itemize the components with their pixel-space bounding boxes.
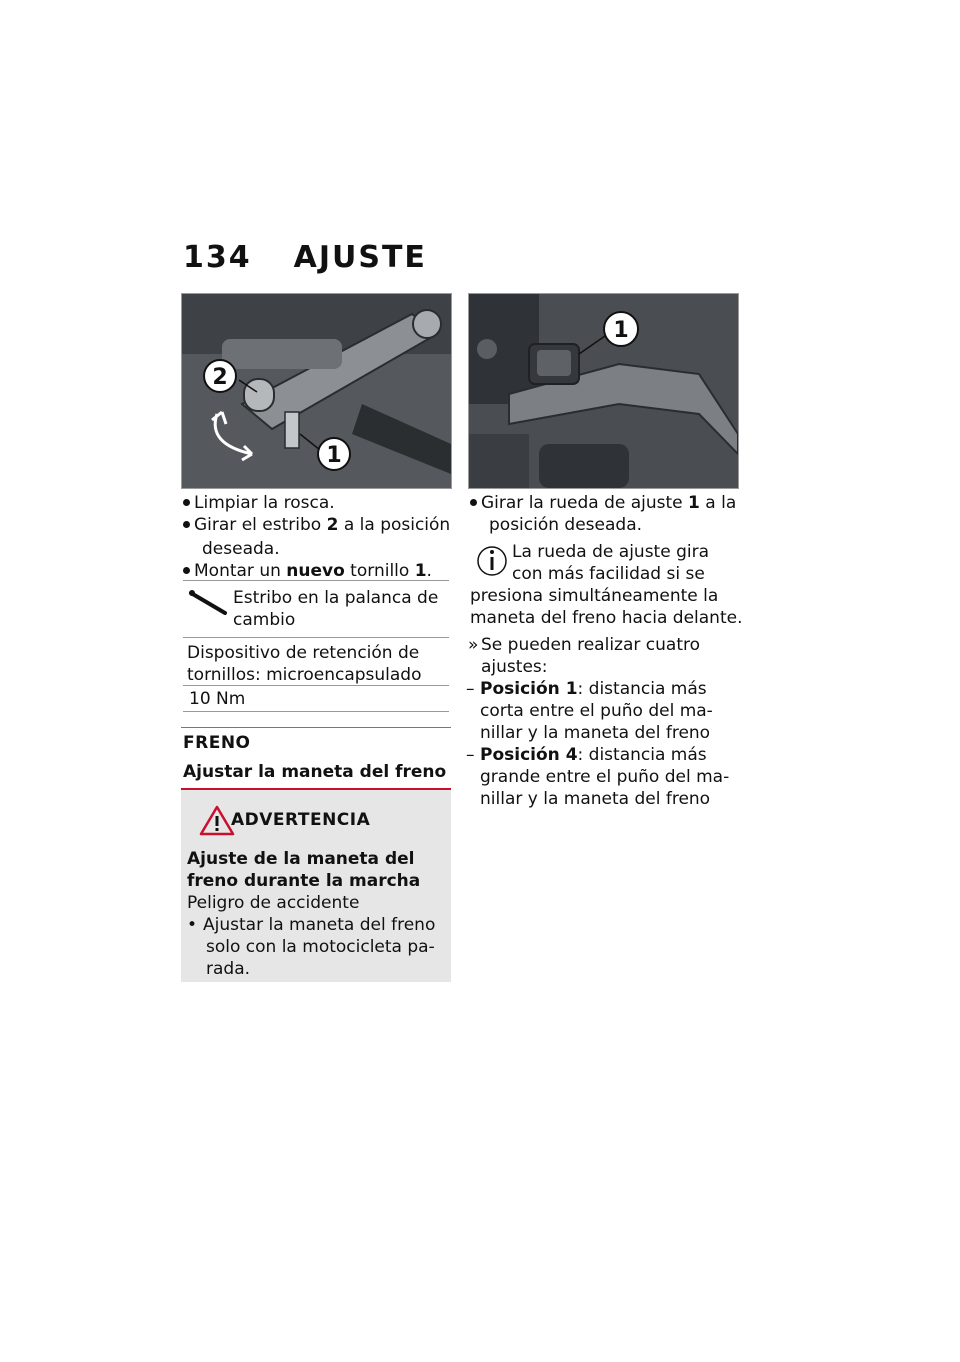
torque-spec-table [183,580,449,712]
warning-action-line2: solo con la motocicleta pa- [206,937,435,957]
page-title: AJUSTE [293,240,427,275]
info-note-bottom [470,585,750,629]
step-mount-screw: Montar un nuevo tornillo 1. [183,560,453,582]
brake-lever-figure [468,293,739,489]
warning-heading-line1: Ajuste de la maneta del [187,849,415,869]
spec-name-line1: Estribo en la palanca de [233,588,439,608]
warning-action-line1: • Ajustar la maneta del freno [187,915,436,935]
info-icon [476,541,508,581]
step-clean-thread: Limpiar la rosca. [183,492,453,514]
step-turn-bracket-cont: deseada. [202,539,280,559]
spec-name-row [183,581,449,638]
callout-1: 1 [326,443,342,468]
section-subtitle: Ajustar la maneta del freno [183,762,447,782]
spec-note-line2: tornillos: microencapsulado [187,665,422,685]
result-line1: » Se pueden realizar cuatro [468,635,700,655]
info-line2: con más facilidad si se [512,564,705,584]
callout-1: 1 [613,318,629,343]
brake-lever-illustration [469,294,738,488]
warning-action-line3: rada. [206,959,251,979]
spec-note-row [183,638,449,686]
result-line2: ajustes: [481,657,548,677]
warning-triangle-icon [199,804,235,836]
positions-list [466,678,748,810]
wrench-icon [187,589,231,617]
info-line4: maneta del freno hacia delante. [470,608,743,628]
page-number: 134 [183,240,252,275]
position-item-4: – Posición 4: distancia más grande entre el puño del ma- nillar y la maneta del freno [466,745,730,809]
section-title: FRENO [183,733,251,753]
spec-name-line2: cambio [233,610,296,630]
step-turn-bracket: Girar el estribo 2 a la posición [183,514,453,536]
step-turn-wheel-cont: posición deseada. [489,515,643,535]
bullet-icon [183,567,190,574]
result-block [468,634,748,678]
torque-value: 10 Nm [189,689,246,709]
info-line3: presiona simultáneamente la [470,586,719,606]
gear-lever-figure [181,293,452,489]
gear-lever-illustration [182,294,451,488]
section-divider [181,727,451,728]
left-steps [183,492,453,582]
info-note-top [512,541,742,585]
warning-box [181,790,451,982]
warning-hazard: Peligro de accidente [187,893,360,913]
position-item-1: – Posición 1: distancia más corta entre el puño del ma- nillar y la maneta del freno [466,679,713,743]
warning-label: ADVERTENCIA [231,810,371,830]
spec-value-row [183,686,449,712]
right-steps [470,492,740,536]
page-header [183,240,427,275]
bullet-icon [183,521,190,528]
warning-content [187,848,447,980]
info-line1: La rueda de ajuste gira [512,542,710,562]
warning-heading-line2: freno durante la marcha [187,871,421,891]
bullet-icon [470,499,477,506]
bullet-icon [183,499,190,506]
spec-note-line1: Dispositivo de retención de [187,643,420,663]
step-turn-wheel: Girar la rueda de ajuste 1 a la [470,492,740,514]
callout-2: 2 [212,365,228,390]
